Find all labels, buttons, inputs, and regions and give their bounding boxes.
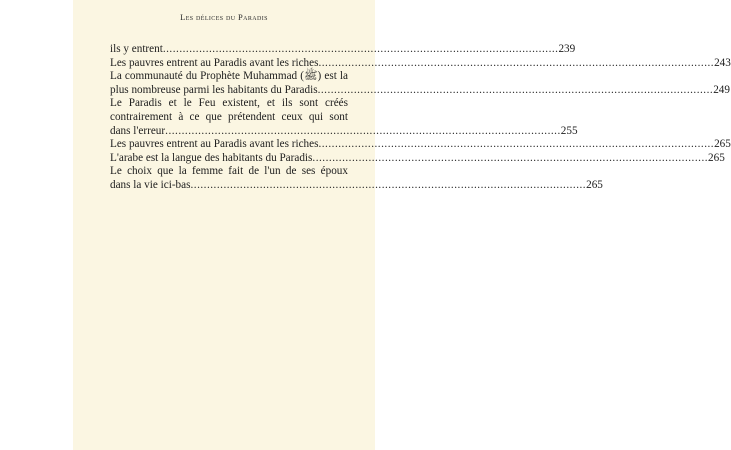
toc-entry-line: Le Paradis et le Feu existent, et ils sont créés — [110, 97, 348, 110]
toc-entry — [110, 151, 725, 166]
toc-entry-line: contrairement à ce que prétendent ceux qui sont — [110, 110, 348, 123]
toc-page-number: 239 — [558, 43, 576, 55]
dot-leader: ........................................................................................................................ — [317, 83, 714, 96]
toc-page-number: 265 — [586, 178, 603, 191]
toc-entry-line: L'arabe est la langue des habitants du Paradis — [110, 151, 313, 164]
toc-entry-line: dans la vie ici-bas — [110, 178, 191, 191]
toc-entry — [110, 138, 731, 152]
toc-page-number: 249 — [713, 83, 730, 96]
running-header: Les délices du Paradis — [180, 12, 268, 22]
dot-leader: ........................................................................................................................ — [162, 43, 559, 55]
toc-page-number: 265 — [708, 151, 725, 164]
toc-page-number: 265 — [714, 138, 731, 151]
toc-entry-line: dans l'erreur — [110, 124, 166, 137]
toc-entry — [110, 43, 576, 57]
toc-page-number: 255 — [560, 124, 578, 137]
dot-leader: ........................................................................................................................ — [312, 151, 709, 164]
toc-entry-line: La communauté du Prophète Muhammad (ﷺ) est la — [110, 70, 349, 83]
toc-entry-line: Les pauvres entrent au Paradis avant les riches — [110, 56, 319, 69]
toc-entry-line: plus nombreuse parmi les habitants du Paradis — [110, 83, 318, 96]
toc-entry-line: ils y entrent — [110, 43, 163, 55]
toc-entry — [110, 70, 730, 97]
dot-leader: ........................................................................................................................ — [318, 56, 715, 69]
toc-page-number: 243 — [714, 56, 731, 69]
toc-entry — [110, 97, 578, 138]
toc-entry-line: Les pauvres entrent au Paradis avant les riches — [110, 138, 319, 151]
show-through-text — [123, 200, 343, 440]
dot-leader: ........................................................................................................................ — [318, 138, 715, 151]
dot-leader: ........................................................................................................................ — [165, 124, 561, 137]
book-page — [73, 0, 731, 450]
table-of-contents — [110, 43, 731, 193]
toc-entry — [110, 165, 603, 192]
toc-entry — [110, 56, 731, 71]
dot-leader: ........................................................................................................................ — [190, 178, 587, 191]
toc-entry-line: Le choix que la femme fait de l'un de ses époux — [110, 165, 348, 178]
